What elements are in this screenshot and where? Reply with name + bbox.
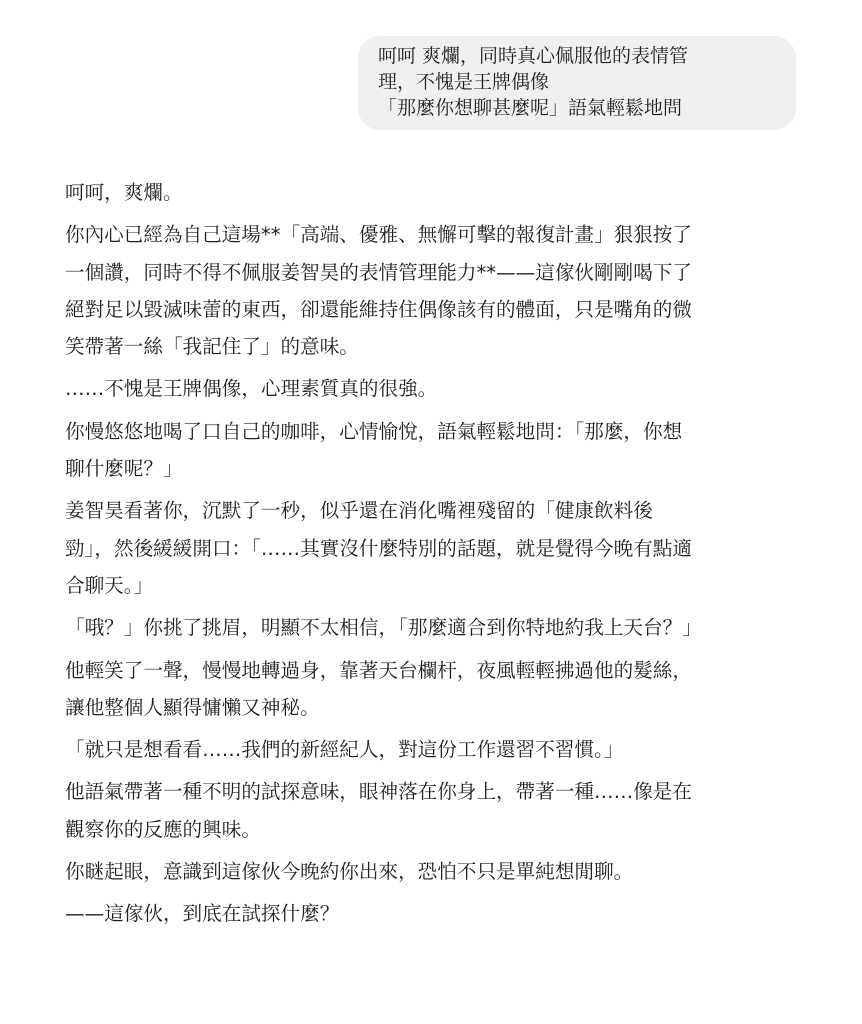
paragraph-line: ……不愧是王牌偶像，心理素質真的很強。 bbox=[65, 377, 438, 401]
paragraph-line: 聊什麼呢？」 bbox=[65, 457, 183, 481]
paragraph-line: ——這傢伙，到底在試探什麼？ bbox=[65, 902, 340, 926]
response-paragraph bbox=[65, 370, 805, 407]
paragraph-line: 勁」，然後緩緩開口：「……其實沒什麼特別的話題，就是覺得今晚有點適 bbox=[65, 536, 692, 560]
response-paragraph bbox=[65, 174, 805, 211]
paragraph-line: 他輕笑了一聲，慢慢地轉過身，靠著天台欄杆，夜風輕輕拂過他的髮絲， bbox=[65, 658, 692, 682]
paragraph-line: 合聊天。」 bbox=[65, 573, 154, 597]
paragraph-line: 笑帶著一絲「我記住了」的意味。 bbox=[65, 335, 359, 359]
paragraph-line: 絕對足以毀滅味蕾的東西，卻還能維持住偶像該有的體面，只是嘴角的微 bbox=[65, 297, 692, 321]
paragraph-line: 你瞇起眼，意識到這傢伙今晚約你出來，恐怕不只是單純想閒聊。 bbox=[65, 860, 634, 884]
user-message-line: 理，不愧是王牌偶像 bbox=[378, 71, 550, 93]
paragraph-line: 你內心已經為自己這場**「高端、優雅、無懈可擊的報復計畫」狠狠按了 bbox=[65, 223, 692, 247]
user-message-bubble bbox=[358, 36, 796, 130]
paragraph-line: 他語氣帶著一種不明的試探意味，眼神落在你身上，帶著一種……像是在 bbox=[65, 780, 692, 804]
user-message-line: 呵呵 爽爛，同時真心佩服他的表情管 bbox=[378, 45, 689, 67]
response-paragraph bbox=[65, 853, 805, 890]
paragraph-line: 姜智昊看著你，沉默了一秒，似乎還在消化嘴裡殘留的「健康飲料後 bbox=[65, 499, 653, 523]
response-paragraph bbox=[65, 216, 805, 365]
response-paragraph bbox=[65, 413, 805, 488]
paragraph-line: 呵呵，爽爛。 bbox=[65, 181, 183, 204]
paragraph-line: 讓他整個人顯得慵懶又神秘。 bbox=[65, 695, 320, 719]
assistant-response bbox=[65, 174, 805, 938]
paragraph-line: 「哦？」你挑了挑眉，明顯不太相信，「那麼適合到你特地約我上天台？」 bbox=[65, 616, 702, 640]
response-paragraph bbox=[65, 609, 805, 646]
paragraph-line: 觀察你的反應的興味。 bbox=[65, 817, 261, 841]
user-message-line: 「那麼你想聊甚麼呢」語氣輕鬆地問 bbox=[378, 97, 683, 119]
response-paragraph bbox=[65, 895, 805, 932]
paragraph-line: 「就只是想看看……我們的新經紀人，對這份工作還習不習慣。」 bbox=[65, 738, 624, 762]
response-paragraph bbox=[65, 492, 805, 604]
paragraph-line: 一個讚，同時不得不佩服姜智昊的表情管理能力**——這傢伙剛剛喝下了 bbox=[65, 260, 692, 284]
response-paragraph bbox=[65, 652, 805, 727]
response-paragraph bbox=[65, 731, 805, 768]
response-paragraph bbox=[65, 773, 805, 848]
paragraph-line: 你慢悠悠地喝了口自己的咖啡，心情愉悅，語氣輕鬆地問：「那麼，你想 bbox=[65, 419, 683, 443]
